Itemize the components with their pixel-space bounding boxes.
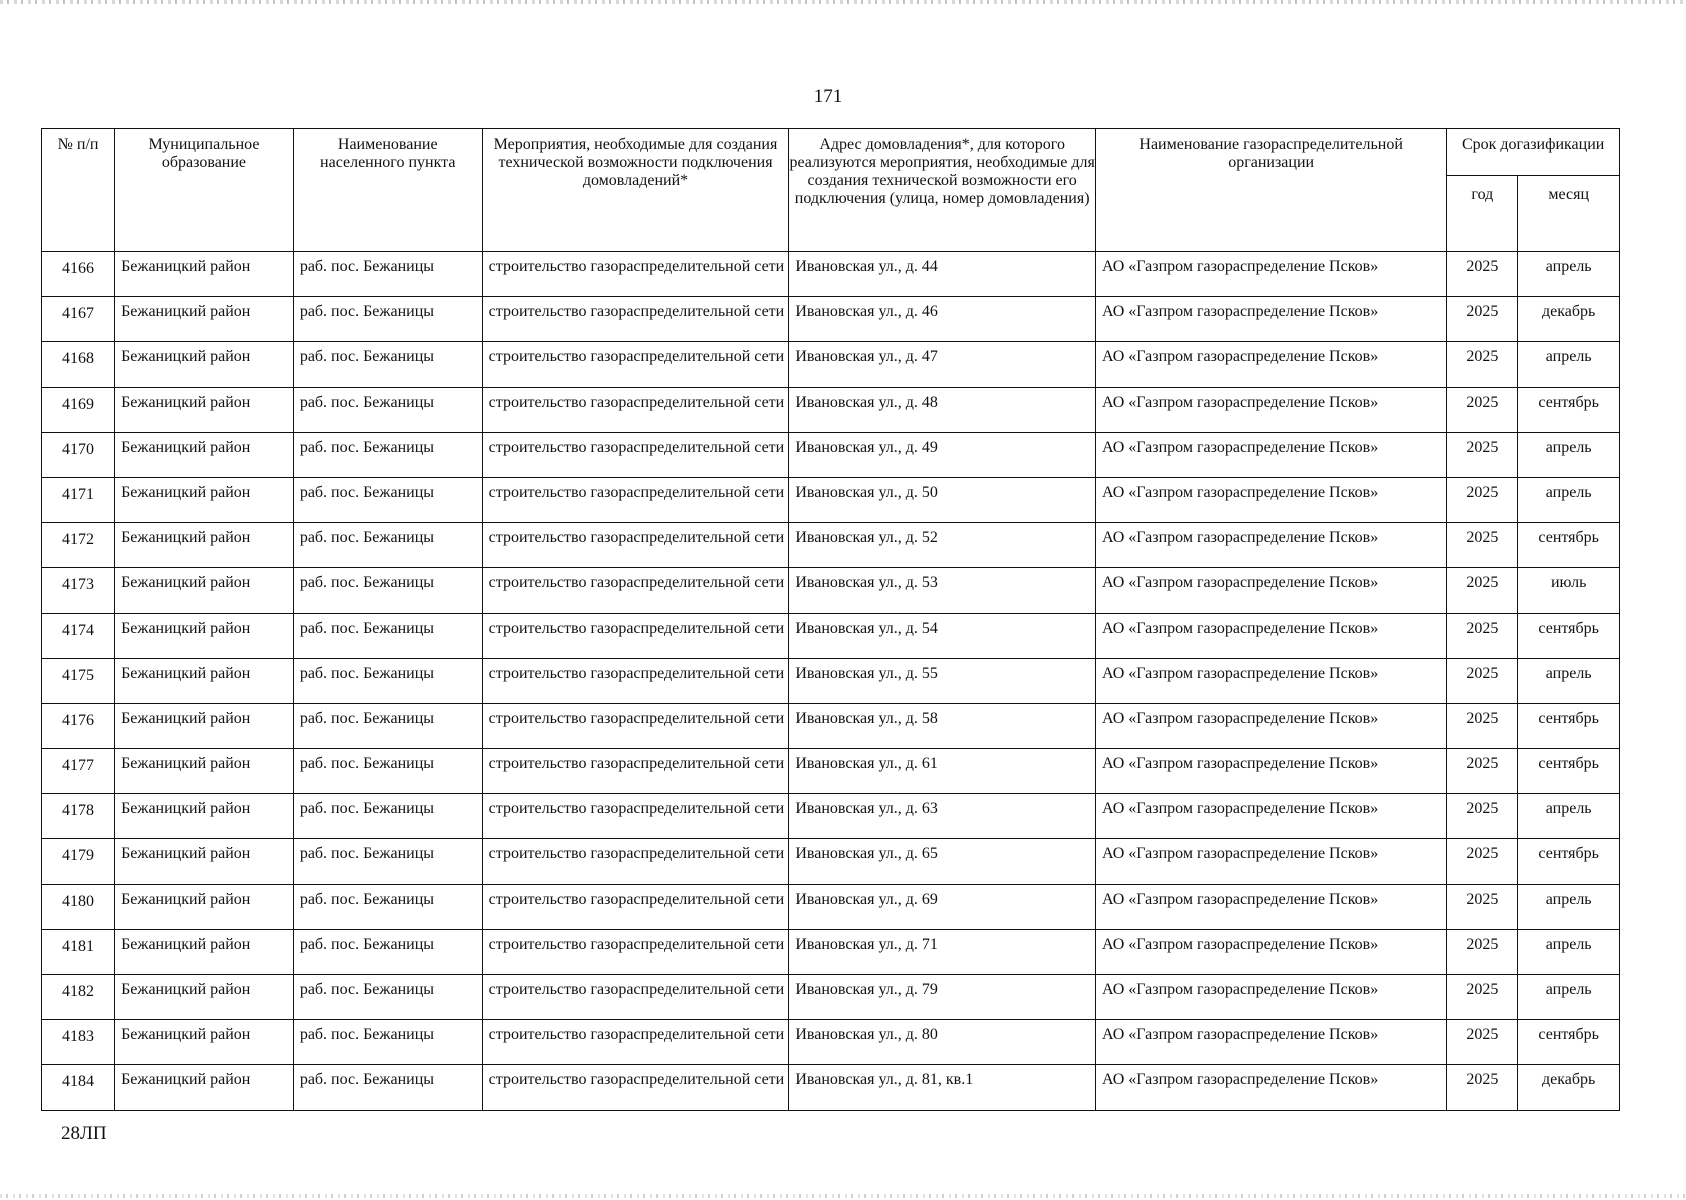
year-cell: 2025 (1447, 794, 1518, 839)
organization-cell: АО «Газпром газораспределение Псков» (1095, 297, 1446, 342)
settlement-cell: раб. пос. Бежаницы (293, 929, 482, 974)
organization-cell: АО «Газпром газораспределение Псков» (1095, 658, 1446, 703)
header-address: Адрес домовладения*, для которого реализуются мероприятия, необходимые для создания технической возможности его подключения (улица, номер домовладения) (789, 129, 1096, 252)
municipality-cell: Бежаницкий район (115, 477, 294, 522)
year-cell: 2025 (1447, 523, 1518, 568)
measure-cell: строительство газораспределительной сети (482, 658, 789, 703)
row-number-cell: 4184 (42, 1065, 115, 1110)
header-deadline: Срок догазификации (1447, 129, 1620, 176)
table-row (42, 342, 1620, 387)
measure-cell: строительство газораспределительной сети (482, 523, 789, 568)
year-cell: 2025 (1447, 749, 1518, 794)
table-row (42, 297, 1620, 342)
municipality-cell: Бежаницкий район (115, 613, 294, 658)
address-cell: Ивановская ул., д. 61 (789, 749, 1096, 794)
measure-cell: строительство газораспределительной сети (482, 794, 789, 839)
year-cell: 2025 (1447, 568, 1518, 613)
table-row (42, 658, 1620, 703)
organization-cell: АО «Газпром газораспределение Псков» (1095, 568, 1446, 613)
organization-cell: АО «Газпром газораспределение Псков» (1095, 252, 1446, 297)
municipality-cell: Бежаницкий район (115, 884, 294, 929)
settlement-cell: раб. пос. Бежаницы (293, 297, 482, 342)
municipality-cell: Бежаницкий район (115, 1065, 294, 1110)
address-cell: Ивановская ул., д. 54 (789, 613, 1096, 658)
organization-cell: АО «Газпром газораспределение Псков» (1095, 884, 1446, 929)
settlement-cell: раб. пос. Бежаницы (293, 613, 482, 658)
table-row (42, 387, 1620, 432)
row-number-cell: 4180 (42, 884, 115, 929)
table-row (42, 794, 1620, 839)
measure-cell: строительство газораспределительной сети (482, 749, 789, 794)
month-cell: апрель (1518, 252, 1620, 297)
footer-code: 28ЛП (61, 1123, 107, 1144)
header-measures: Мероприятия, необходимые для создания технической возможности подключения домовладений* (482, 129, 789, 252)
table-row (42, 929, 1620, 974)
row-number-cell: 4176 (42, 703, 115, 748)
table-row (42, 975, 1620, 1020)
measure-cell: строительство газораспределительной сети (482, 1065, 789, 1110)
measure-cell: строительство газораспределительной сети (482, 975, 789, 1020)
month-cell: апрель (1518, 342, 1620, 387)
row-number-cell: 4168 (42, 342, 115, 387)
organization-cell: АО «Газпром газораспределение Псков» (1095, 703, 1446, 748)
year-cell: 2025 (1447, 703, 1518, 748)
year-cell: 2025 (1447, 613, 1518, 658)
month-cell: апрель (1518, 432, 1620, 477)
row-number-cell: 4167 (42, 297, 115, 342)
year-cell: 2025 (1447, 884, 1518, 929)
measure-cell: строительство газораспределительной сети (482, 703, 789, 748)
municipality-cell: Бежаницкий район (115, 387, 294, 432)
month-cell: сентябрь (1518, 749, 1620, 794)
settlement-cell: раб. пос. Бежаницы (293, 794, 482, 839)
municipality-cell: Бежаницкий район (115, 929, 294, 974)
measure-cell: строительство газораспределительной сети (482, 387, 789, 432)
year-cell: 2025 (1447, 839, 1518, 884)
scan-edge-top (0, 0, 1686, 4)
measure-cell: строительство газораспределительной сети (482, 1020, 789, 1065)
settlement-cell: раб. пос. Бежаницы (293, 387, 482, 432)
year-cell: 2025 (1447, 432, 1518, 477)
measure-cell: строительство газораспределительной сети (482, 929, 789, 974)
row-number-cell: 4166 (42, 252, 115, 297)
table-row (42, 703, 1620, 748)
header-organization: Наименование газораспределительной организации (1095, 129, 1446, 252)
address-cell: Ивановская ул., д. 65 (789, 839, 1096, 884)
measure-cell: строительство газораспределительной сети (482, 884, 789, 929)
municipality-cell: Бежаницкий район (115, 658, 294, 703)
organization-cell: АО «Газпром газораспределение Псков» (1095, 613, 1446, 658)
year-cell: 2025 (1447, 975, 1518, 1020)
organization-cell: АО «Газпром газораспределение Псков» (1095, 929, 1446, 974)
header-settlement: Наименование населенного пункта (293, 129, 482, 252)
table-row (42, 523, 1620, 568)
year-cell: 2025 (1447, 387, 1518, 432)
municipality-cell: Бежаницкий район (115, 975, 294, 1020)
table-row (42, 432, 1620, 477)
municipality-cell: Бежаницкий район (115, 749, 294, 794)
year-cell: 2025 (1447, 342, 1518, 387)
settlement-cell: раб. пос. Бежаницы (293, 703, 482, 748)
settlement-cell: раб. пос. Бежаницы (293, 658, 482, 703)
municipality-cell: Бежаницкий район (115, 432, 294, 477)
municipality-cell: Бежаницкий район (115, 297, 294, 342)
organization-cell: АО «Газпром газораспределение Псков» (1095, 523, 1446, 568)
address-cell: Ивановская ул., д. 58 (789, 703, 1096, 748)
address-cell: Ивановская ул., д. 63 (789, 794, 1096, 839)
organization-cell: АО «Газпром газораспределение Псков» (1095, 387, 1446, 432)
table-row (42, 252, 1620, 297)
year-cell: 2025 (1447, 1065, 1518, 1110)
address-cell: Ивановская ул., д. 81, кв.1 (789, 1065, 1096, 1110)
municipality-cell: Бежаницкий район (115, 839, 294, 884)
table-row (42, 1065, 1620, 1110)
address-cell: Ивановская ул., д. 55 (789, 658, 1096, 703)
month-cell: июль (1518, 568, 1620, 613)
address-cell: Ивановская ул., д. 79 (789, 975, 1096, 1020)
month-cell: сентябрь (1518, 523, 1620, 568)
measure-cell: строительство газораспределительной сети (482, 252, 789, 297)
year-cell: 2025 (1447, 929, 1518, 974)
header-month: месяц (1518, 176, 1620, 252)
row-number-cell: 4174 (42, 613, 115, 658)
row-number-cell: 4172 (42, 523, 115, 568)
row-number-cell: 4177 (42, 749, 115, 794)
year-cell: 2025 (1447, 477, 1518, 522)
measure-cell: строительство газораспределительной сети (482, 342, 789, 387)
settlement-cell: раб. пос. Бежаницы (293, 252, 482, 297)
table-row (42, 749, 1620, 794)
month-cell: апрель (1518, 975, 1620, 1020)
measure-cell: строительство газораспределительной сети (482, 568, 789, 613)
measure-cell: строительство газораспределительной сети (482, 432, 789, 477)
municipality-cell: Бежаницкий район (115, 1020, 294, 1065)
organization-cell: АО «Газпром газораспределение Псков» (1095, 749, 1446, 794)
address-cell: Ивановская ул., д. 52 (789, 523, 1096, 568)
month-cell: сентябрь (1518, 839, 1620, 884)
row-number-cell: 4178 (42, 794, 115, 839)
row-number-cell: 4183 (42, 1020, 115, 1065)
address-cell: Ивановская ул., д. 50 (789, 477, 1096, 522)
month-cell: апрель (1518, 884, 1620, 929)
row-number-cell: 4170 (42, 432, 115, 477)
address-cell: Ивановская ул., д. 80 (789, 1020, 1096, 1065)
municipality-cell: Бежаницкий район (115, 794, 294, 839)
page-number: 171 (813, 86, 843, 107)
month-cell: декабрь (1518, 297, 1620, 342)
address-cell: Ивановская ул., д. 53 (789, 568, 1096, 613)
organization-cell: АО «Газпром газораспределение Псков» (1095, 342, 1446, 387)
month-cell: сентябрь (1518, 613, 1620, 658)
measure-cell: строительство газораспределительной сети (482, 839, 789, 884)
municipality-cell: Бежаницкий район (115, 342, 294, 387)
municipality-cell: Бежаницкий район (115, 523, 294, 568)
settlement-cell: раб. пос. Бежаницы (293, 523, 482, 568)
month-cell: сентябрь (1518, 703, 1620, 748)
month-cell: апрель (1518, 929, 1620, 974)
municipality-cell: Бежаницкий район (115, 252, 294, 297)
organization-cell: АО «Газпром газораспределение Псков» (1095, 432, 1446, 477)
year-cell: 2025 (1447, 252, 1518, 297)
measure-cell: строительство газораспределительной сети (482, 477, 789, 522)
settlement-cell: раб. пос. Бежаницы (293, 975, 482, 1020)
table-row (42, 1020, 1620, 1065)
year-cell: 2025 (1447, 1020, 1518, 1065)
address-cell: Ивановская ул., д. 49 (789, 432, 1096, 477)
settlement-cell: раб. пос. Бежаницы (293, 342, 482, 387)
settlement-cell: раб. пос. Бежаницы (293, 477, 482, 522)
month-cell: декабрь (1518, 1065, 1620, 1110)
settlement-cell: раб. пос. Бежаницы (293, 839, 482, 884)
measure-cell: строительство газораспределительной сети (482, 613, 789, 658)
measure-cell: строительство газораспределительной сети (482, 297, 789, 342)
address-cell: Ивановская ул., д. 69 (789, 884, 1096, 929)
table-body (42, 252, 1620, 1111)
address-cell: Ивановская ул., д. 46 (789, 297, 1096, 342)
organization-cell: АО «Газпром газораспределение Псков» (1095, 839, 1446, 884)
row-number-cell: 4182 (42, 975, 115, 1020)
organization-cell: АО «Газпром газораспределение Псков» (1095, 1065, 1446, 1110)
month-cell: апрель (1518, 477, 1620, 522)
table-row (42, 884, 1620, 929)
month-cell: апрель (1518, 658, 1620, 703)
month-cell: сентябрь (1518, 387, 1620, 432)
header-year: год (1447, 176, 1518, 252)
table-row (42, 613, 1620, 658)
settlement-cell: раб. пос. Бежаницы (293, 568, 482, 613)
scan-edge-bottom (0, 1194, 1686, 1198)
organization-cell: АО «Газпром газораспределение Псков» (1095, 975, 1446, 1020)
row-number-cell: 4179 (42, 839, 115, 884)
settlement-cell: раб. пос. Бежаницы (293, 884, 482, 929)
organization-cell: АО «Газпром газораспределение Псков» (1095, 477, 1446, 522)
gasification-table (41, 128, 1620, 1111)
municipality-cell: Бежаницкий район (115, 568, 294, 613)
settlement-cell: раб. пос. Бежаницы (293, 432, 482, 477)
header-municipality: Муниципальное образование (115, 129, 294, 252)
settlement-cell: раб. пос. Бежаницы (293, 1065, 482, 1110)
address-cell: Ивановская ул., д. 47 (789, 342, 1096, 387)
settlement-cell: раб. пос. Бежаницы (293, 749, 482, 794)
settlement-cell: раб. пос. Бежаницы (293, 1020, 482, 1065)
row-number-cell: 4169 (42, 387, 115, 432)
year-cell: 2025 (1447, 297, 1518, 342)
address-cell: Ивановская ул., д. 44 (789, 252, 1096, 297)
organization-cell: АО «Газпром газораспределение Псков» (1095, 1020, 1446, 1065)
year-cell: 2025 (1447, 658, 1518, 703)
organization-cell: АО «Газпром газораспределение Псков» (1095, 794, 1446, 839)
table-row (42, 839, 1620, 884)
table-row (42, 568, 1620, 613)
month-cell: апрель (1518, 794, 1620, 839)
address-cell: Ивановская ул., д. 48 (789, 387, 1096, 432)
row-number-cell: 4171 (42, 477, 115, 522)
table-header (42, 129, 1620, 252)
municipality-cell: Бежаницкий район (115, 703, 294, 748)
table-row (42, 477, 1620, 522)
row-number-cell: 4181 (42, 929, 115, 974)
address-cell: Ивановская ул., д. 71 (789, 929, 1096, 974)
header-num: № п/п (42, 129, 115, 252)
month-cell: сентябрь (1518, 1020, 1620, 1065)
row-number-cell: 4173 (42, 568, 115, 613)
row-number-cell: 4175 (42, 658, 115, 703)
